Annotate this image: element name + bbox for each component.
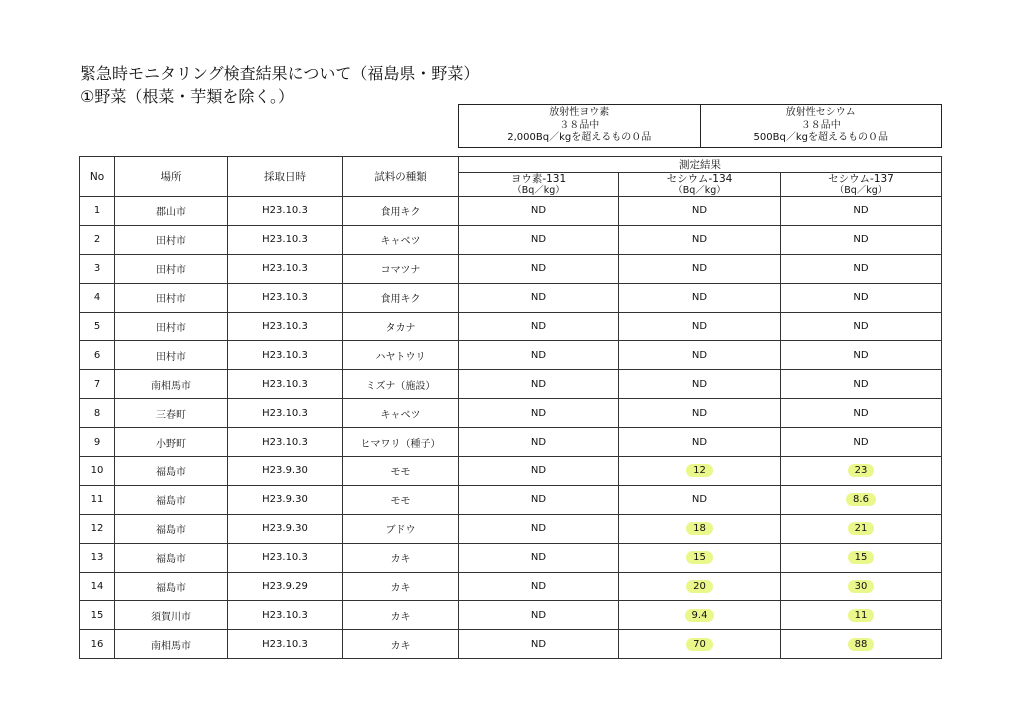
cell-cs137 <box>781 254 942 283</box>
cell-i131-value: ND <box>530 465 547 477</box>
cell-sample <box>343 428 459 457</box>
table-row <box>80 514 942 543</box>
cell-i131-value: ND <box>530 523 547 535</box>
cell-cs134-value: ND <box>691 378 708 390</box>
cell-cs134-value: ND <box>691 205 708 217</box>
cell-cs134 <box>619 341 781 370</box>
cell-place-value: 福島市 <box>156 583 186 595</box>
table-row <box>80 630 942 659</box>
cell-date-value: H23.10.3 <box>262 263 308 275</box>
header-i131-unit: （Bq／kg） <box>512 184 565 196</box>
cell-no-value: 12 <box>90 523 104 535</box>
cell-place-value: 田村市 <box>156 236 186 248</box>
cell-i131 <box>459 254 619 283</box>
cell-cs137-value: 23 <box>848 464 875 477</box>
summary-cesium-label: 放射性セシウム <box>785 107 856 119</box>
cell-no <box>80 572 115 601</box>
cell-date <box>228 399 343 428</box>
cell-cs134 <box>619 485 781 514</box>
table-row <box>80 283 942 312</box>
cell-no <box>80 399 115 428</box>
table-row <box>80 254 942 283</box>
cell-date <box>228 341 343 370</box>
cell-place <box>115 254 228 283</box>
header-cs137-unit: （Bq／kg） <box>834 184 888 196</box>
cell-cs137 <box>781 283 942 312</box>
cell-date-value: H23.10.3 <box>262 407 308 419</box>
cell-place-value: 福島市 <box>156 525 186 537</box>
cell-sample <box>343 341 459 370</box>
table-row <box>80 543 942 572</box>
cell-cs134-value: ND <box>691 321 708 332</box>
cell-i131 <box>459 457 619 486</box>
cell-no <box>80 543 115 572</box>
document-title: 緊急時モニタリング検査結果について（福島県・野菜） <box>80 64 480 83</box>
cell-sample-value: コマツナ <box>380 265 421 277</box>
cell-cs134-value: ND <box>691 407 708 419</box>
cell-i131-value: ND <box>530 581 547 593</box>
cell-date-value: H23.10.3 <box>262 205 308 217</box>
cell-sample-value: タカナ <box>385 323 416 334</box>
cell-cs137-value: ND <box>853 436 869 448</box>
cell-cs137-value: 15 <box>848 551 875 564</box>
cell-date <box>228 601 343 630</box>
cell-sample <box>343 485 459 514</box>
cell-cs137 <box>781 572 942 601</box>
cell-i131-value: ND <box>530 234 547 246</box>
cell-i131-value: ND <box>530 638 547 650</box>
cell-sample-value: ブドウ <box>385 525 416 537</box>
cell-place-value: 田村市 <box>156 265 186 277</box>
cell-cs134 <box>619 514 781 543</box>
cell-cs134-value: ND <box>691 263 708 275</box>
cell-place <box>115 225 228 254</box>
cell-place <box>115 197 228 226</box>
cell-cs137-value: ND <box>853 292 869 304</box>
cell-no-value: 1 <box>93 205 101 217</box>
cell-no <box>80 197 115 226</box>
cell-cs134 <box>619 543 781 572</box>
table-row <box>80 601 942 630</box>
cell-no-value: 6 <box>93 349 101 361</box>
summary-cesium-threshold: 500Bq／kgを超えるもの０品 <box>753 132 888 144</box>
table-row <box>80 312 942 341</box>
document-subtitle: ①野菜（根菜・芋類を除く。） <box>80 87 295 106</box>
cell-date-value: H23.10.3 <box>262 638 308 650</box>
cell-place <box>115 572 228 601</box>
cell-cs134-value: ND <box>691 494 708 506</box>
table-row <box>80 572 942 601</box>
cell-place-value: 三春町 <box>156 409 186 421</box>
cell-cs137 <box>781 514 942 543</box>
cell-cs137 <box>781 543 942 572</box>
cell-cs137 <box>781 399 942 428</box>
cell-cs134-value: 9.4 <box>685 609 715 622</box>
results-body <box>80 197 942 659</box>
cell-i131 <box>459 543 619 572</box>
cell-sample <box>343 283 459 312</box>
cell-sample-value: 食用キク <box>380 207 421 219</box>
cell-date-value: H23.10.3 <box>262 552 308 564</box>
header-i131-label: ヨウ素-131 <box>510 172 567 185</box>
cell-no-value: 11 <box>90 494 104 506</box>
cell-date <box>228 457 343 486</box>
cell-i131 <box>459 312 619 341</box>
cell-cs137-value: 88 <box>848 638 875 651</box>
cell-i131 <box>459 428 619 457</box>
cell-sample <box>343 197 459 226</box>
cell-cs137-value: ND <box>853 234 869 246</box>
cell-cs134-value: 70 <box>686 638 713 651</box>
cell-sample <box>343 399 459 428</box>
cell-i131-value: ND <box>530 205 547 217</box>
cell-sample-value: モモ <box>390 496 411 508</box>
cell-cs134-value: 15 <box>686 551 713 564</box>
cell-no <box>80 457 115 486</box>
cell-date <box>228 197 343 226</box>
cell-place-value: 田村市 <box>156 323 186 334</box>
cell-no-value: 10 <box>90 465 104 477</box>
cell-cs134 <box>619 572 781 601</box>
cell-i131 <box>459 197 619 226</box>
cell-no <box>80 630 115 659</box>
cell-cs137-value: ND <box>853 349 869 361</box>
cell-place <box>115 399 228 428</box>
cell-no-value: 15 <box>90 609 104 621</box>
cell-place-value: 南相馬市 <box>151 640 191 652</box>
cell-sample-value: カキ <box>390 554 411 566</box>
cell-place <box>115 312 228 341</box>
summary-box <box>458 104 942 148</box>
summary-iodine-label: 放射性ヨウ素 <box>549 107 610 119</box>
cell-cs137 <box>781 630 942 659</box>
cell-sample <box>343 254 459 283</box>
cell-no <box>80 341 115 370</box>
cell-no <box>80 225 115 254</box>
cell-cs134-value: ND <box>691 234 708 246</box>
cell-no-value: 14 <box>90 581 104 593</box>
cell-date-value: H23.10.3 <box>262 292 308 304</box>
cell-cs137-value: ND <box>853 263 869 275</box>
cell-place <box>115 601 228 630</box>
cell-no <box>80 254 115 283</box>
cell-i131-value: ND <box>530 349 547 361</box>
cell-i131-value: ND <box>530 292 547 304</box>
table-row <box>80 225 942 254</box>
cell-cs137 <box>781 485 942 514</box>
table-row <box>80 485 942 514</box>
cell-sample-value: カキ <box>390 611 411 623</box>
cell-i131 <box>459 283 619 312</box>
cell-cs137 <box>781 428 942 457</box>
cell-no-value: 5 <box>93 321 101 332</box>
cell-no-value: 7 <box>93 378 101 390</box>
cell-date-value: H23.10.3 <box>262 378 308 390</box>
cell-cs137 <box>781 225 942 254</box>
cell-date <box>228 543 343 572</box>
cell-no <box>80 312 115 341</box>
header-cs134-label: セシウム-134 <box>666 172 733 185</box>
cell-place-value: 福島市 <box>156 554 186 566</box>
header-cs137 <box>781 173 942 197</box>
cell-place <box>115 428 228 457</box>
cell-no-value: 9 <box>93 436 101 448</box>
cell-i131 <box>459 225 619 254</box>
cell-i131 <box>459 601 619 630</box>
cell-sample <box>343 370 459 399</box>
cell-cs134 <box>619 283 781 312</box>
cell-i131-value: ND <box>530 609 547 621</box>
table-row <box>80 197 942 226</box>
cell-date <box>228 254 343 283</box>
cell-no <box>80 485 115 514</box>
cell-cs137-value: 8.6 <box>846 493 876 506</box>
header-date: 採取日時 <box>228 157 343 197</box>
cell-no-value: 2 <box>93 234 101 246</box>
cell-cs137 <box>781 312 942 341</box>
cell-i131-value: ND <box>530 407 547 419</box>
cell-i131 <box>459 370 619 399</box>
cell-cs134-value: ND <box>691 349 708 361</box>
header-i131 <box>459 173 619 197</box>
cell-cs137-value: 11 <box>848 609 875 622</box>
cell-no <box>80 370 115 399</box>
cell-i131-value: ND <box>530 494 547 506</box>
cell-cs137-value: ND <box>853 321 869 332</box>
cell-no <box>80 428 115 457</box>
cell-i131 <box>459 485 619 514</box>
cell-date-value: H23.9.30 <box>262 494 308 506</box>
header-cs137-label: セシウム-137 <box>828 172 894 185</box>
cell-sample-value: ハヤトウリ <box>375 351 426 363</box>
cell-place <box>115 370 228 399</box>
cell-place-value: 須賀川市 <box>151 611 191 623</box>
cell-date <box>228 225 343 254</box>
results-table <box>79 156 942 659</box>
cell-place <box>115 457 228 486</box>
table-row <box>80 341 942 370</box>
cell-sample <box>343 514 459 543</box>
summary-iodine-threshold: 2,000Bq／kgを超えるもの０品 <box>507 132 652 144</box>
summary-cesium <box>700 105 942 147</box>
cell-cs134 <box>619 630 781 659</box>
cell-place-value: 小野町 <box>156 438 186 450</box>
cell-sample <box>343 225 459 254</box>
cell-sample-value: ミズナ（施設） <box>365 380 436 392</box>
cell-sample <box>343 601 459 630</box>
cell-sample-value: カキ <box>390 583 411 595</box>
cell-cs134-value: 18 <box>686 522 713 535</box>
cell-date <box>228 514 343 543</box>
table-row <box>80 370 942 399</box>
cell-date <box>228 572 343 601</box>
cell-sample <box>343 572 459 601</box>
cell-place <box>115 283 228 312</box>
cell-cs137-value: ND <box>853 378 869 390</box>
cell-sample-value: キャベツ <box>380 236 421 248</box>
cell-cs134 <box>619 457 781 486</box>
cell-no-value: 3 <box>93 263 101 275</box>
summary-cesium-count: ３８品中 <box>800 119 841 131</box>
cell-no <box>80 601 115 630</box>
cell-i131-value: ND <box>530 321 547 332</box>
cell-place-value: 田村市 <box>156 294 186 306</box>
summary-iodine <box>459 105 700 147</box>
cell-cs134 <box>619 370 781 399</box>
cell-cs137 <box>781 341 942 370</box>
cell-date <box>228 312 343 341</box>
cell-cs137-value: 21 <box>848 522 875 535</box>
cell-sample-value: モモ <box>390 467 411 479</box>
cell-i131 <box>459 341 619 370</box>
cell-cs134-value: 20 <box>686 580 713 593</box>
cell-i131 <box>459 630 619 659</box>
cell-sample <box>343 457 459 486</box>
cell-date <box>228 283 343 312</box>
cell-cs134-value: ND <box>691 292 708 304</box>
cell-cs134 <box>619 225 781 254</box>
cell-date <box>228 485 343 514</box>
cell-cs137-value: 30 <box>848 580 875 593</box>
cell-no <box>80 283 115 312</box>
cell-cs134 <box>619 601 781 630</box>
cell-cs137 <box>781 457 942 486</box>
cell-place <box>115 543 228 572</box>
summary-iodine-count: ３８品中 <box>559 119 600 131</box>
cell-cs134-value: ND <box>691 436 708 448</box>
cell-place-value: 福島市 <box>156 467 186 479</box>
cell-date-value: H23.9.29 <box>262 581 308 593</box>
cell-sample <box>343 543 459 572</box>
cell-cs134-value: 12 <box>686 464 713 477</box>
cell-date-value: H23.10.3 <box>262 436 308 448</box>
cell-cs134 <box>619 428 781 457</box>
cell-place <box>115 341 228 370</box>
header-place: 場所 <box>115 157 228 197</box>
cell-i131-value: ND <box>530 552 547 564</box>
cell-cs137-value: ND <box>853 407 869 419</box>
cell-sample-value: キャベツ <box>380 409 421 421</box>
cell-place-value: 南相馬市 <box>151 380 191 392</box>
cell-place <box>115 485 228 514</box>
cell-sample <box>343 630 459 659</box>
cell-no-value: 4 <box>93 292 101 304</box>
cell-no-value: 13 <box>90 552 104 564</box>
cell-cs134 <box>619 197 781 226</box>
cell-no-value: 8 <box>93 407 101 419</box>
cell-cs134 <box>619 254 781 283</box>
cell-no <box>80 514 115 543</box>
cell-i131-value: ND <box>530 378 547 390</box>
cell-date-value: H23.10.3 <box>262 349 308 361</box>
header-sample: 試料の種類 <box>343 157 459 197</box>
cell-i131 <box>459 572 619 601</box>
cell-cs134 <box>619 399 781 428</box>
cell-sample-value: ヒマワリ（種子） <box>360 438 441 450</box>
table-row <box>80 399 942 428</box>
cell-place <box>115 514 228 543</box>
cell-place <box>115 630 228 659</box>
cell-cs134 <box>619 312 781 341</box>
cell-i131 <box>459 399 619 428</box>
cell-place-value: 福島市 <box>156 496 186 508</box>
cell-cs137 <box>781 601 942 630</box>
cell-sample-value: 食用キク <box>380 294 421 306</box>
cell-cs137 <box>781 197 942 226</box>
cell-no-value: 16 <box>90 638 104 650</box>
cell-date <box>228 428 343 457</box>
header-cs134-unit: （Bq／kg） <box>673 184 726 196</box>
cell-sample-value: カキ <box>390 640 411 652</box>
header-cs134 <box>619 173 781 197</box>
table-row <box>80 428 942 457</box>
cell-date-value: H23.10.3 <box>262 234 308 246</box>
cell-date-value: H23.10.3 <box>262 321 308 332</box>
cell-cs137-value: ND <box>853 205 869 217</box>
cell-date-value: H23.9.30 <box>262 523 308 535</box>
cell-place-value: 郡山市 <box>156 207 186 219</box>
cell-date-value: H23.9.30 <box>262 465 308 477</box>
header-no: No <box>80 157 115 197</box>
cell-i131-value: ND <box>530 263 547 275</box>
cell-i131-value: ND <box>530 436 547 448</box>
table-row <box>80 457 942 486</box>
cell-date-value: H23.10.3 <box>262 609 308 621</box>
header-results: 測定結果 <box>459 157 942 173</box>
cell-cs137 <box>781 370 942 399</box>
cell-sample <box>343 312 459 341</box>
cell-date <box>228 630 343 659</box>
cell-place-value: 田村市 <box>156 351 186 363</box>
cell-date <box>228 370 343 399</box>
cell-i131 <box>459 514 619 543</box>
